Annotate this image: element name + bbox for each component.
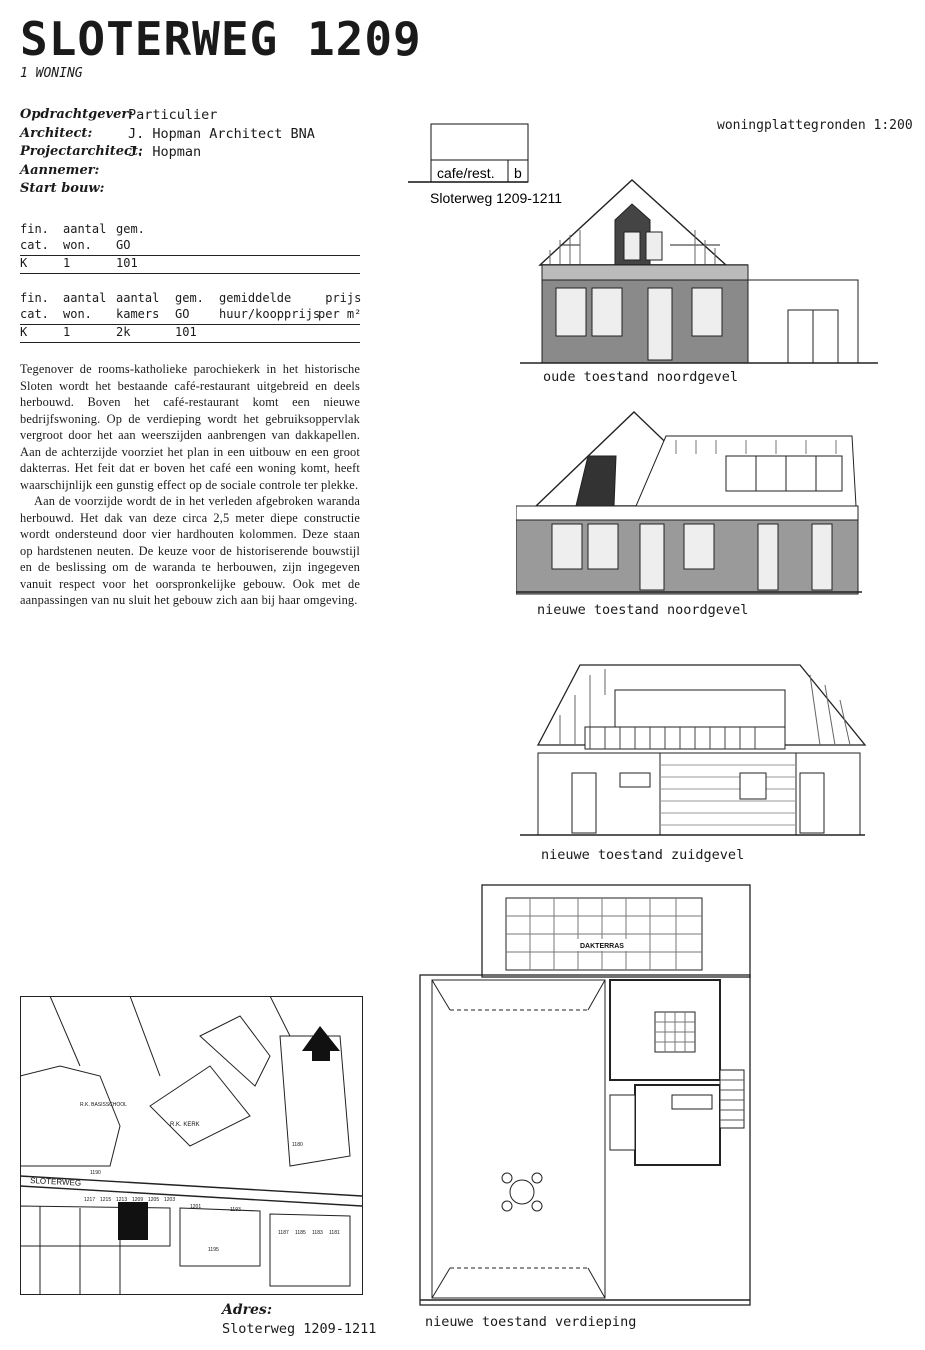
map-label: 1181 <box>329 1230 340 1236</box>
table-cell: 1 <box>63 325 71 339</box>
caption-old-north: oude toestand noordgevel <box>543 369 739 385</box>
meta-label: Architect: <box>20 125 93 141</box>
meta-row-client <box>20 106 315 125</box>
map-label: 1180 <box>292 1142 303 1148</box>
map-label: 1201 <box>190 1204 202 1210</box>
meta-row-contractor <box>20 162 315 181</box>
elevation-new-south <box>520 655 885 845</box>
elevation-new-north <box>516 396 881 596</box>
map-label: 1187 <box>278 1230 289 1236</box>
meta-row-start <box>20 180 315 199</box>
meta-value: J. Hopman <box>128 144 202 160</box>
table-divider <box>20 324 360 325</box>
map-label: 1190 <box>90 1170 101 1176</box>
table-cell: 101 <box>116 256 138 270</box>
col-header: prijs per m² <box>318 291 362 321</box>
table-divider <box>20 342 360 343</box>
meta-label: Projectarchitect: <box>20 144 143 159</box>
project-meta <box>20 106 315 199</box>
col-header: fin. cat. <box>20 291 49 321</box>
meta-label: Aannemer: <box>20 162 100 178</box>
col-header: gem. GO <box>116 222 145 252</box>
map-label: 1195 <box>208 1247 219 1253</box>
table-cell: 101 <box>175 325 197 339</box>
map-label: 1185 <box>295 1230 306 1236</box>
map-label: R.K. KERK <box>170 1122 200 1128</box>
meta-label: Start bouw: <box>20 181 105 196</box>
col-header: aantal won. <box>63 291 107 321</box>
table-divider <box>20 273 360 274</box>
col-header: gemiddelde huur/koopprijs <box>219 291 321 321</box>
floor-plan <box>410 880 755 1310</box>
scale-note: woningplattegronden 1:200 <box>717 118 913 133</box>
table-cell: K <box>20 256 28 270</box>
caption-new-south: nieuwe toestand zuidgevel <box>541 847 745 863</box>
map-label: 1183 <box>312 1230 323 1236</box>
map-label: 1205 <box>148 1197 160 1203</box>
street-label: Sloterweg 1209-1211 <box>430 190 563 206</box>
page-subtitle: 1 WONING <box>20 66 83 81</box>
col-header: aantal kamers <box>116 291 160 321</box>
stats-table-2 <box>20 290 360 342</box>
stats-table-1 <box>20 221 360 273</box>
elevation-old-north <box>520 160 880 365</box>
table-header <box>20 290 360 324</box>
site-map <box>20 996 364 1296</box>
map-street-label: SLOTERWEG <box>29 1176 82 1188</box>
meta-value: J. Hopman Architect BNA <box>128 125 315 142</box>
map-label: 1209 <box>132 1197 144 1203</box>
table-header <box>20 221 360 255</box>
caption-new-north: nieuwe toestand noordgevel <box>537 602 749 618</box>
table-row <box>20 255 360 273</box>
page-title: SLOTERWEG 1209 <box>20 12 422 66</box>
map-label: 1215 <box>100 1197 112 1203</box>
map-label: 1217 <box>84 1197 96 1203</box>
paragraph: Tegenover de rooms-katholieke parochiekerk in het historische Sloten wordt het bestaande café-restaurant uitgebreid en deels herbouwd. Boven het café-restaurant komt een nieuwe bedrijfswoning. Op de verdieping wordt het gebruiksoppervlak vergroot door het aan weerszijden aanbrengen van dakkapellen. Aan de achterzijde voorziet het plan in een uitbouw en een groot dakterras. Het feit dat er boven het café een woning komt, heeft waarschijnlijk een gunstig effect op de sociale controle ter plekke. <box>20 362 360 492</box>
meta-row-project-architect <box>20 143 315 162</box>
meta-row-architect <box>20 125 315 144</box>
terrace-label: DAKTERRAS <box>580 943 624 950</box>
paragraph: Aan de voorzijde wordt de in het verleden afgebroken waranda herbouwd. Het dak van deze circa 2,5 meter diepe constructie wordt ondersteund door vier hardhouten kolommen. Deze staan op hardstenen neuten. De keuze voor de historiserende bouwstijl en de beslissing om de waranda te herbouwen, zijn ingegeven vanuit respect voor het oorspronkelijke gebouw. Ook met de aanpassingen van nu sluit het gebouw zich aan bij haar omgeving. <box>20 494 360 607</box>
caption-floor-plan: nieuwe toestand verdieping <box>425 1314 637 1330</box>
map-label: 1193 <box>230 1207 241 1213</box>
project-description <box>20 361 360 609</box>
map-label: 1213 <box>116 1197 128 1203</box>
map-label: R.K. BASISSCHOOL <box>80 1102 127 1108</box>
col-header: aantal won. <box>63 222 107 252</box>
col-header: fin. cat. <box>20 222 49 252</box>
table-cell: 1 <box>63 256 71 270</box>
table-cell: K <box>20 325 28 339</box>
table-row <box>20 324 360 342</box>
meta-value: Particulier <box>128 107 218 123</box>
cafe-letter: b <box>514 165 522 181</box>
col-header: gem. GO <box>175 291 204 321</box>
address-label: Adres: <box>222 1302 272 1318</box>
meta-label: Opdrachtgever: <box>20 107 133 122</box>
address-value: Sloterweg 1209-1211 <box>222 1321 377 1337</box>
map-label: 1203 <box>164 1197 176 1203</box>
table-divider <box>20 255 360 256</box>
table-cell: 2k <box>116 325 131 339</box>
cafe-label: cafe/rest. <box>437 165 495 181</box>
